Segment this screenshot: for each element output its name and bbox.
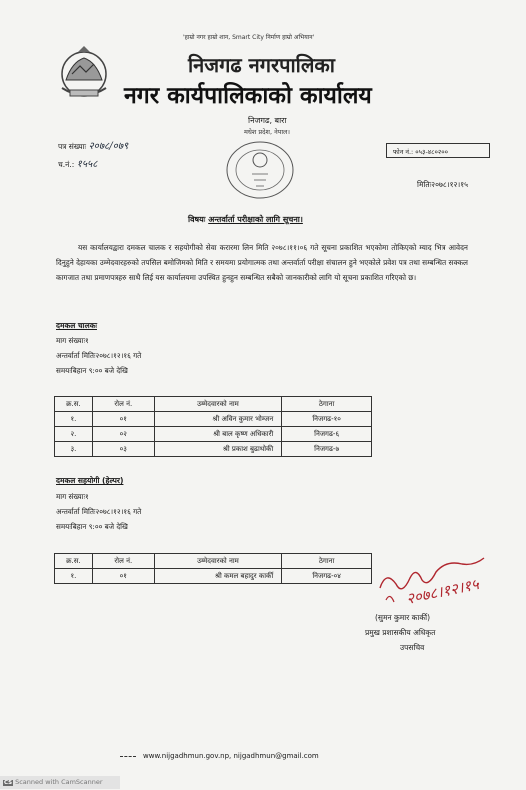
address-cell: निजगढ-१०: [282, 412, 372, 427]
subject-label: विषयः: [188, 215, 206, 224]
subject-text: अन्तर्वार्ता परीक्षाको लागि सूचना।: [208, 215, 303, 224]
demand-count: माग संख्याः१: [56, 492, 89, 501]
signatory-title: प्रमुख प्रशासकीय अधिकृत: [365, 628, 436, 637]
footer-contact: www.nijgadhmun.gov.np, nijgadhmun@gmail.com: [143, 752, 319, 760]
serial-cell: १.: [55, 569, 93, 584]
candidate-table: [54, 396, 372, 457]
province-name: मधेश प्रदेश, नेपाल।: [244, 128, 290, 136]
slogan: 'हाम्रो नगर हाम्रो शान, Smart City निर्माण हाम्रो अभियान': [183, 34, 315, 41]
column-header: उम्मेदवारको नाम: [154, 397, 282, 412]
handwritten-signature-icon: [376, 548, 496, 618]
serial-cell: २.: [55, 427, 93, 442]
notice-body: यस कार्यालयद्वारा दमकल चालक र सहयोगीको सेवा करारमा लिन मिति २०७८।११।०६ गते सूचना प्रकाशित भएकोमा तोकिएको म्याद भित्र आवेदन दिनुहुने देहायका उम्मेदवारहरुको तपसिल बमोजिमको मिति र समयमा प्रयोगात्मक तथा अन्तर्वार्ता परीक्षा संचालन हुने भएकोले प्रवेश पत्र तथा सम्बन्धित सक्कल कागजात तथा प्रमाणपत्रहरु साथै लिई यस कार्यालयमा उपस्थित हुनहुन सम्बन्धित सबैको जानकारीको लागि यो सूचना प्रकाशित गरिएको छ।: [56, 243, 468, 282]
candidate-name-cell: श्री अविन कुमार भोम्जन: [154, 412, 282, 427]
demand-count: माग संख्याः१: [56, 336, 89, 345]
reference-number-value: २०७८/०७९: [88, 141, 129, 152]
table-row: [55, 427, 372, 442]
candidate-name-cell: श्री प्रकाश बुढाथोकी: [154, 442, 282, 457]
letter-date: [417, 180, 468, 190]
table-header-row: [55, 554, 372, 569]
roll-cell: ०३: [92, 442, 154, 457]
column-header: रोल नं.: [92, 397, 154, 412]
camscanner-logo-icon: CS: [4, 780, 13, 786]
municipality-name: निजगढ नगरपालिका: [188, 53, 335, 77]
office-location: निजगढ, बारा: [248, 116, 287, 125]
reference-number-label: पत्र संख्याः: [58, 142, 87, 151]
candidate-name-cell: श्री बाल कृष्ण अधिकारी: [154, 427, 282, 442]
dispatch-number-label: च.नं.:: [58, 160, 75, 169]
roll-cell: ०१: [92, 569, 154, 584]
column-header: उम्मेदवारको नाम: [154, 554, 282, 569]
column-header: क्र.स.: [55, 397, 93, 412]
serial-cell: ३.: [55, 442, 93, 457]
column-header: क्र.स.: [55, 554, 93, 569]
dispatch-number-value: १५५८: [76, 159, 98, 170]
address-cell: निजगढ-७: [282, 442, 372, 457]
scanner-text: Scanned with CamScanner: [15, 778, 103, 786]
interview-time: समयःबिहान ९:०० बजे देखि: [56, 522, 128, 531]
section-title: दमकल चालकः: [56, 321, 97, 330]
roll-cell: ०२: [92, 427, 154, 442]
candidate-name-cell: श्री कमल बहादुर कार्की: [154, 569, 282, 584]
interview-date: अन्तर्वार्ता मितिः२०७८।१२।१६ गते: [56, 507, 142, 516]
reference-number: [58, 138, 128, 152]
signatory-subtitle: उपसचिव: [400, 643, 425, 652]
office-stamp-icon: [222, 138, 298, 202]
serial-cell: १.: [55, 412, 93, 427]
interview-time: समयःबिहान ९:०० बजे देखि: [56, 366, 128, 375]
column-header: ठेगाना: [282, 554, 372, 569]
scanner-watermark: [0, 776, 120, 789]
column-header: ठेगाना: [282, 397, 372, 412]
footer-divider: [120, 756, 136, 757]
table-row: [55, 412, 372, 427]
letter-date-value: २०७८।१२।१५: [431, 180, 469, 189]
dispatch-number: [58, 156, 97, 170]
table-row: [55, 442, 372, 457]
office-name: नगर कार्यपालिकाको कार्यालय: [124, 83, 372, 109]
address-cell: निजगढ-६: [282, 427, 372, 442]
address-cell: निजगढ-०४: [282, 569, 372, 584]
table-header-row: [55, 397, 372, 412]
signatory-name: (सुमन कुमार कार्की): [375, 613, 430, 622]
roll-cell: ०१: [92, 412, 154, 427]
phone-number-box: फोन नं.: ०५३-४८०२००: [386, 143, 490, 158]
section-title: दमकल सहयोगी (हेल्पर): [56, 476, 124, 485]
subject-line: [188, 214, 303, 225]
interview-date: अन्तर्वार्ता मितिः२०७८।१२।१६ गते: [56, 351, 142, 360]
candidate-table: [54, 553, 372, 584]
table-row: [55, 569, 372, 584]
handwritten-date: २०७८।१२।१५: [404, 575, 481, 609]
column-header: रोल नं.: [92, 554, 154, 569]
letter-date-label: मितिः: [417, 180, 432, 189]
nepal-emblem-icon: [52, 44, 116, 108]
